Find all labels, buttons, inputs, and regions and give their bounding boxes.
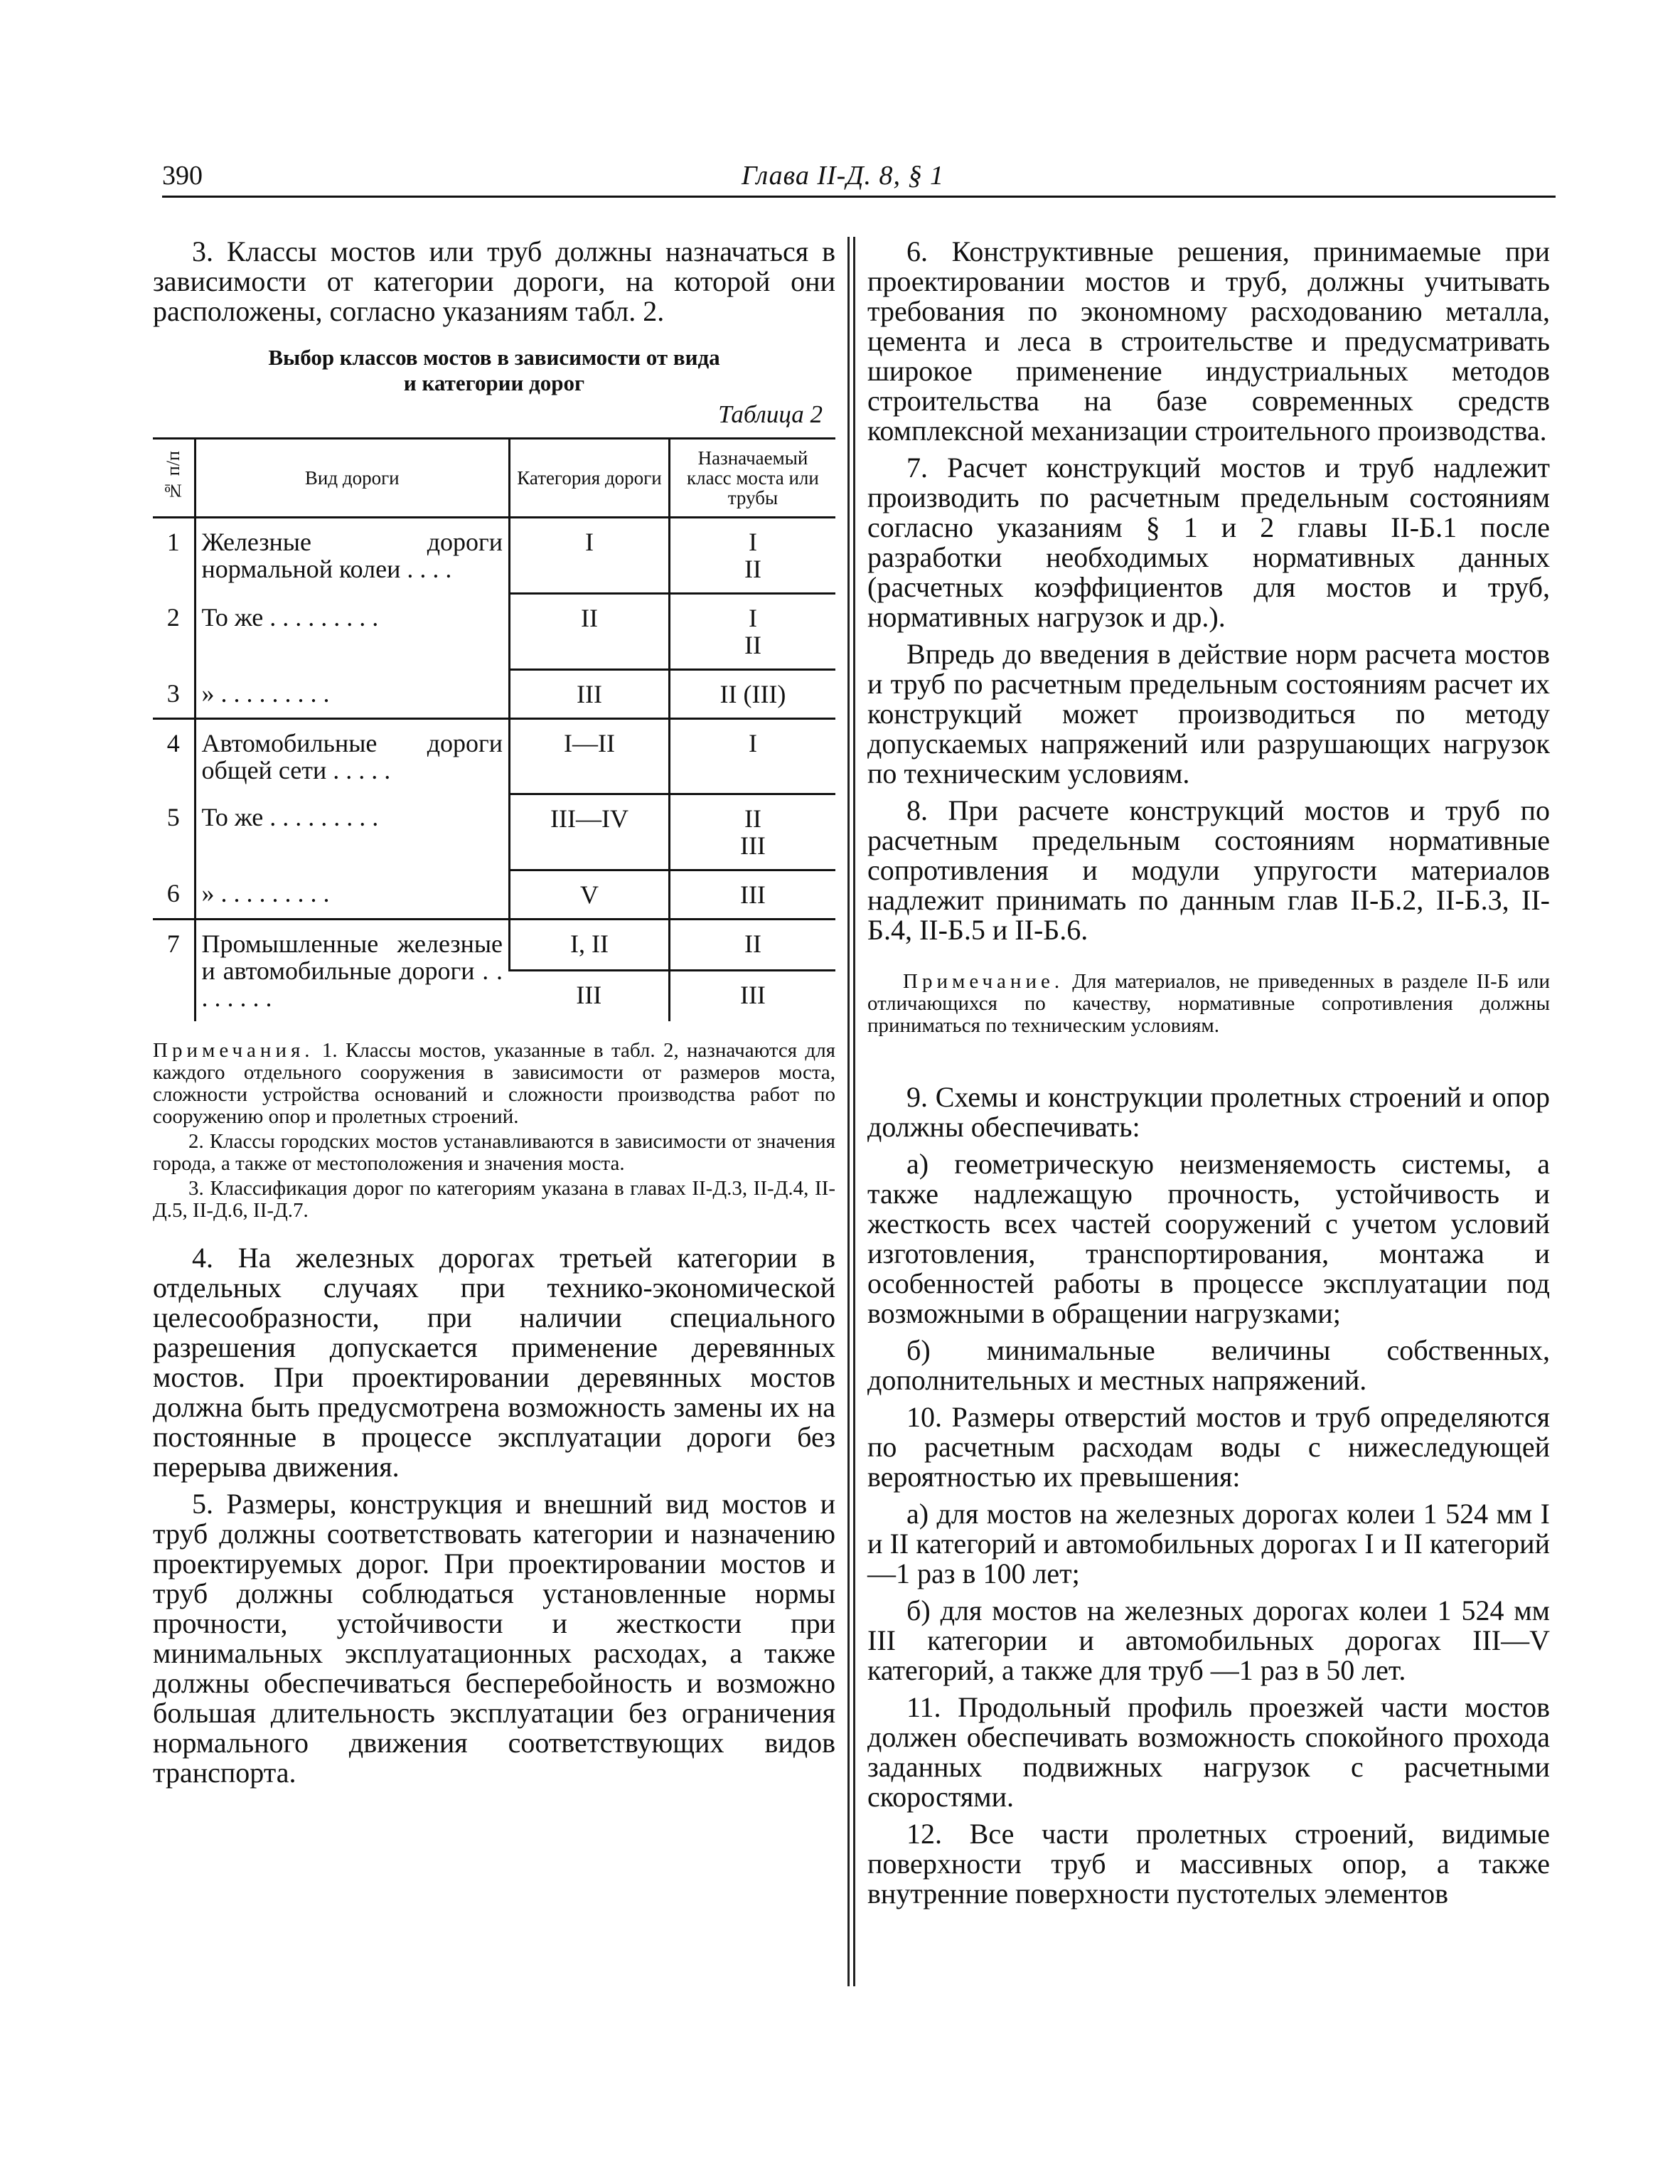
header-num: № п/п [153, 439, 195, 518]
table-note-2: 2. Классы городских мостов устанавливаются в зависимости от значения города, а также от местоположения и значения моста. [153, 1129, 835, 1175]
paragraph-10a: а) для мостов на железных дорогах колеи 1 524 мм I и II категорий и автомобильных дорогах I и II категорий —1 раз в 100 лет; [867, 1498, 1550, 1589]
table-note-3: 3. Классификация дорог по категориям указана в главах II-Д.3, II-Д.4, II-Д.5, II-Д.6, II-Д.7. [153, 1176, 835, 1222]
classes-table [153, 437, 835, 1021]
paragraph-10b: б) для мостов на железных дорогах колеи 1 524 мм III категории и автомобильных дорогах III—V категорий, а также для труб —1 раз в 50 лет. [867, 1594, 1550, 1686]
paragraph-9b: б) минимальные величины собственных, дополнительных и местных напряжений. [867, 1334, 1550, 1396]
paragraph-6: 6. Конструктивные решения, принимаемые при проектировании мостов и труб, должны учитывать требования по экономному расходованию металла, цемента и леса в строительстве и предусматривать широкое применение индустриальных методов строительства на базе современных средств комплексной механизации строительного производства. [867, 235, 1550, 447]
table-row: 6 » . . . . . . . . . V III [153, 870, 835, 919]
paragraph-9: 9. Схемы и конструкции пролетных строений и опор должны обеспечивать: [867, 1081, 1550, 1143]
paragraph-9a: а) геометрическую неизменяемость системы, а также надлежащую прочность, устойчивость и жесткость всех частей сооружений с учетом условий изготовления, транспортирования, монтажа и особенностей работы в процессе эксплуатации под возможными в обращении нагрузками; [867, 1148, 1550, 1329]
paragraph-8-note: Примечание. Для материалов, не приведенных в разделе II-Б или отличающихся по качеству, нормативные сопротивления должны приниматься по техническим условиям. [867, 970, 1550, 1037]
paragraph-8: 8. При расчете конструкций мостов и труб по расчетным предельным состояниям нормативные сопротивления и модули упругости материалов надлежит принимать по данным глав II-Б.2, II-Б.3, II-Б.4, II-Б.5 и II-Б.6. [867, 794, 1550, 946]
paragraph-7b: Впредь до введения в действие норм расчета мостов и труб по расчетным предельным состояниям расчет их конструкций может производиться по методу допускаемых напряжений или разрушающих нагрузок по техническим условиям. [867, 638, 1550, 789]
column-divider [847, 237, 850, 1986]
left-column [153, 237, 835, 1795]
page-number: 390 [162, 161, 203, 191]
paragraph-3: 3. Классы мостов или труб должны назначаться в зависимости от категории дороги, на которой они расположены, согласно указаниям табл. 2. [153, 235, 835, 327]
table-row: 5 То же . . . . . . . . . III—IV II III [153, 794, 835, 870]
header-class: Назначаемый класс моста или трубы [669, 439, 835, 518]
table-row: 7 Промышленные железные и автомобильные дороги . . . . . . . . I, II II [153, 919, 835, 971]
table-title: Выбор классов мостов в зависимости от вида и категории дорог [268, 345, 720, 395]
paragraph-11: 11. Продольный профиль проезжей части мостов должен обеспечивать возможность спокойного прохода заданных подвижных нагрузок с расчетными скоростями. [867, 1691, 1550, 1813]
running-header [162, 160, 1556, 198]
header-category: Категория дороги [510, 439, 670, 518]
header-kind: Вид дороги [195, 439, 510, 518]
column-divider [853, 237, 855, 1986]
paragraph-4: 4. На железных дорогах третьей категории в отдельных случаях при технико-экономической целесообразности, при наличии специального разрешения допускается применение деревянных мостов. При проектировании деревянных мостов должна быть предусмотрена возможность замены их на постоянные в процессе эксплуатации дороги без перерыва движения. [153, 1241, 835, 1483]
table-row: 4 Автомобильные дороги общей сети . . . . . I—II I [153, 719, 835, 794]
paragraph-7: 7. Расчет конструкций мостов и труб надлежит производить по расчетным предельным состояниям согласно указаниям § 1 и 2 главы II-Б.1 после разработки необходимых нормативных данных (расчетных коэффициентов для мостов и труб, нормативных нагрузок и др.). [867, 452, 1550, 633]
paragraph-12: 12. Все части пролетных строений, видимые поверхности труб и массивных опор, а также внутренние поверхности пустотелых элементов [867, 1818, 1550, 1909]
table-row: III III [153, 971, 835, 1021]
table-label: Таблица 2 [718, 400, 823, 428]
table-note-1: Примечания. 1. Классы мостов, указанные в табл. 2, назначаются для каждого отдельного сооружения в зависимости от размеров моста, сложности устройства оснований и сложности производства работ по сооружению опор и пролетных строений. [153, 1038, 836, 1128]
table-row: 1 Железные дороги нормальной колеи . . . . I I II [153, 518, 835, 594]
right-column [867, 237, 1550, 1916]
table-row: 2 То же . . . . . . . . . II I II [153, 594, 835, 670]
table-row: 3 » . . . . . . . . . III II (III) [153, 670, 835, 719]
paragraph-10: 10. Размеры отверстий мостов и труб определяются по расчетным расходам воды с нижеследующей вероятностью их превышения: [867, 1401, 1550, 1493]
chapter-title: Глава II-Д. 8, § 1 [742, 161, 945, 191]
paragraph-5: 5. Размеры, конструкция и внешний вид мостов и труб должны соответствовать категории и назначению проектируемых дорог. При проектировании мостов и труб должны соблюдаться установленные нормы прочности, устойчивости и жесткости при минимальных эксплуатационных расходах, а также должны обеспечиваться бесперебойность и возможно большая длительность эксплуатации без ограничения нормального движения соответствующих видов транспорта. [153, 1487, 835, 1789]
